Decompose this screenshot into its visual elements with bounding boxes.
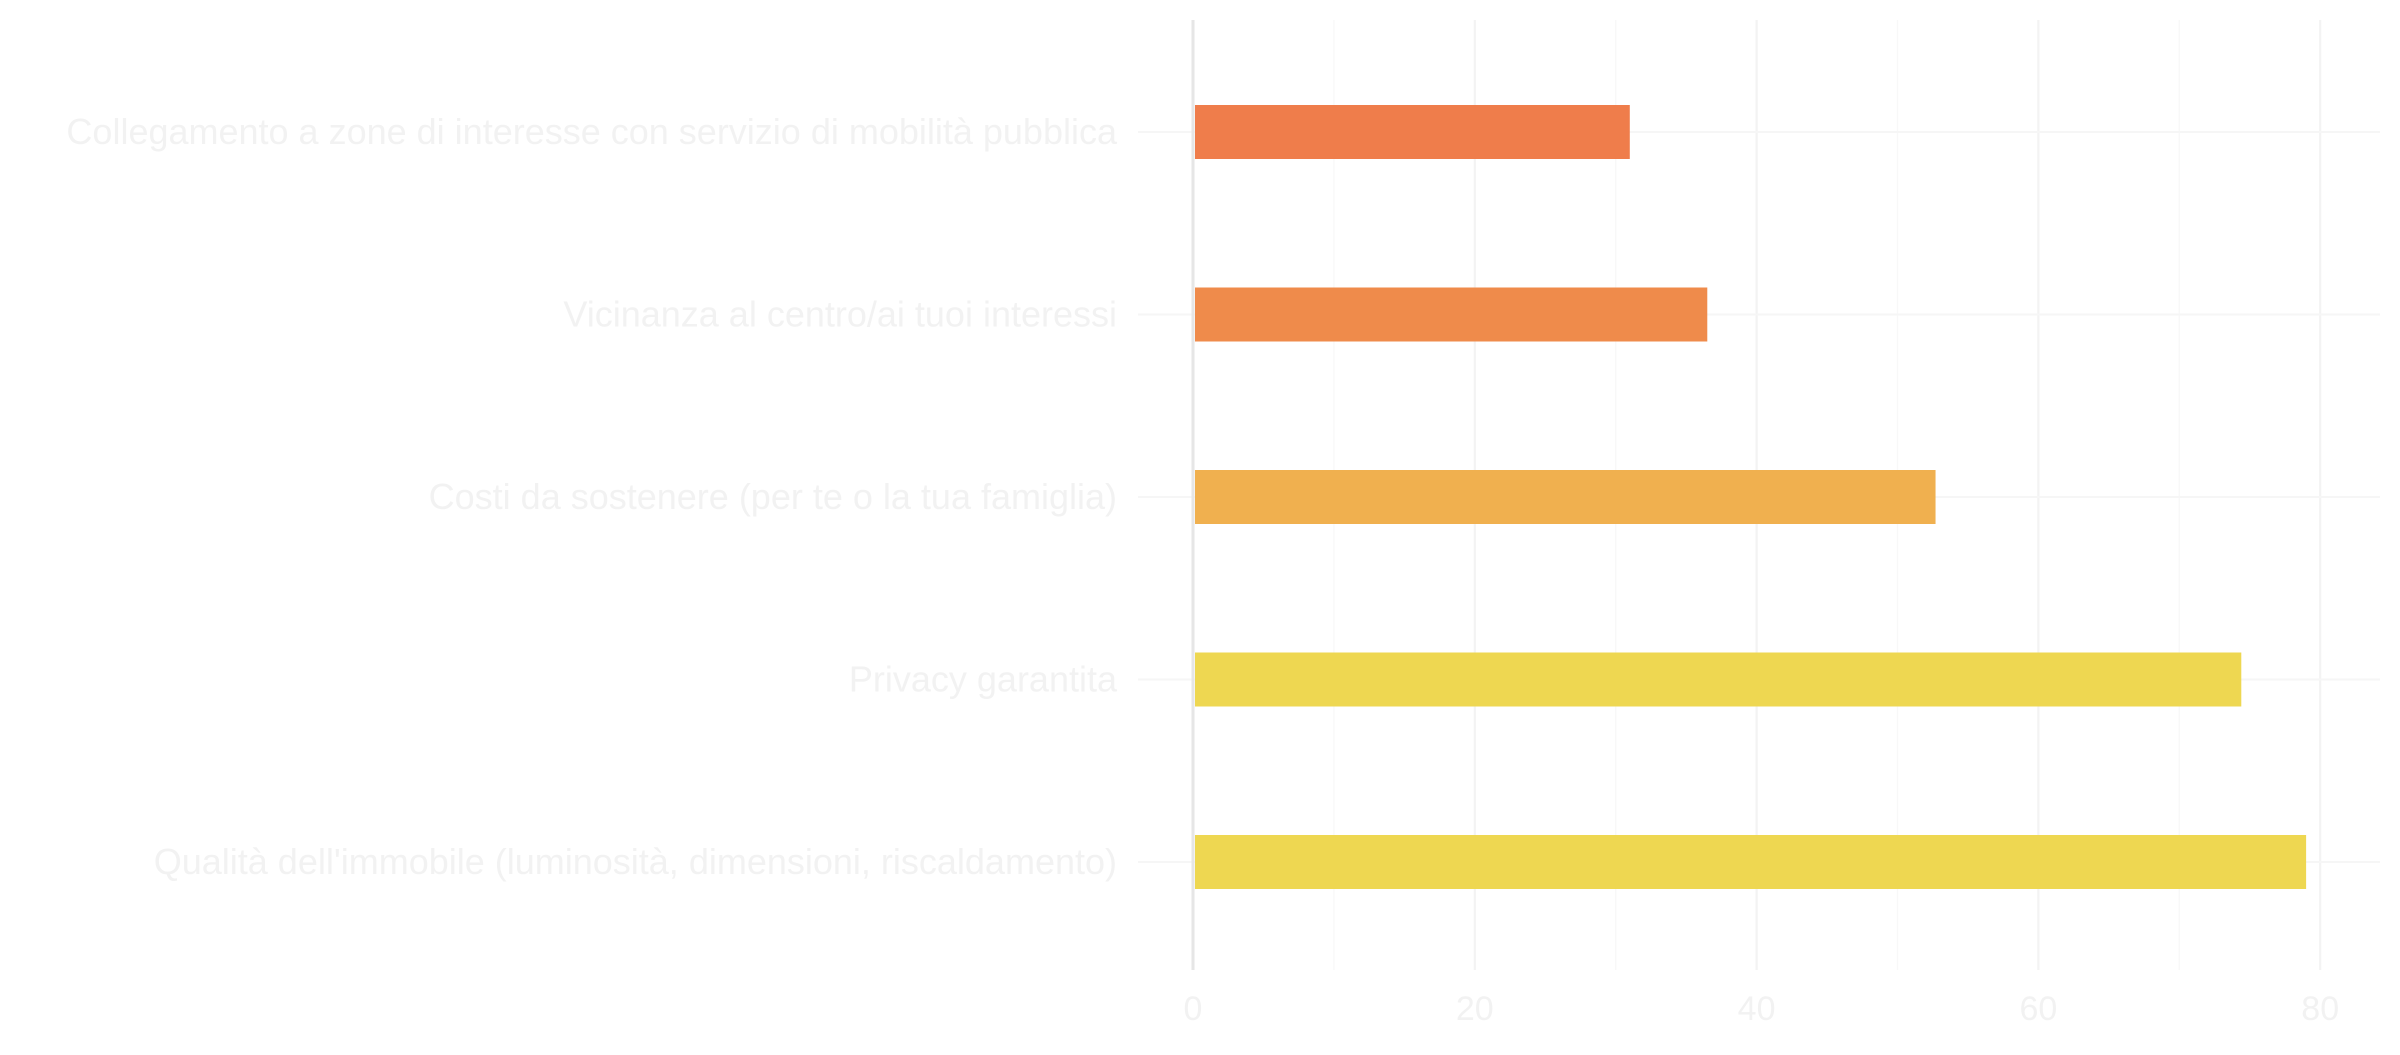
x-tick-label: 0 bbox=[1183, 990, 1203, 1028]
x-tick-label: 40 bbox=[1737, 990, 1776, 1028]
category-label: Privacy garantita bbox=[848, 658, 1117, 700]
bar bbox=[1195, 105, 1630, 159]
x-tick-label: 80 bbox=[2301, 990, 2340, 1028]
category-label: Costi da sostenere (per te o la tua famiglia) bbox=[428, 476, 1117, 517]
category-labels bbox=[66, 111, 1118, 882]
category-label: Collegamento a zone di interesse con servizio di mobilità pubblica bbox=[66, 111, 1117, 152]
bar bbox=[1195, 470, 1936, 524]
x-tick-label: 60 bbox=[2019, 990, 2058, 1028]
category-label: Qualità dell'immobile (luminosità, dimensioni, riscaldamento) bbox=[153, 841, 1117, 882]
bar bbox=[1195, 653, 2241, 707]
category-label: Vicinanza al centro/ai tuoi interessi bbox=[563, 293, 1117, 335]
x-tick-label: 20 bbox=[1455, 990, 1494, 1028]
bar bbox=[1195, 288, 1707, 342]
x-axis-ticks bbox=[1184, 990, 2340, 1028]
bar bbox=[1195, 835, 2306, 889]
